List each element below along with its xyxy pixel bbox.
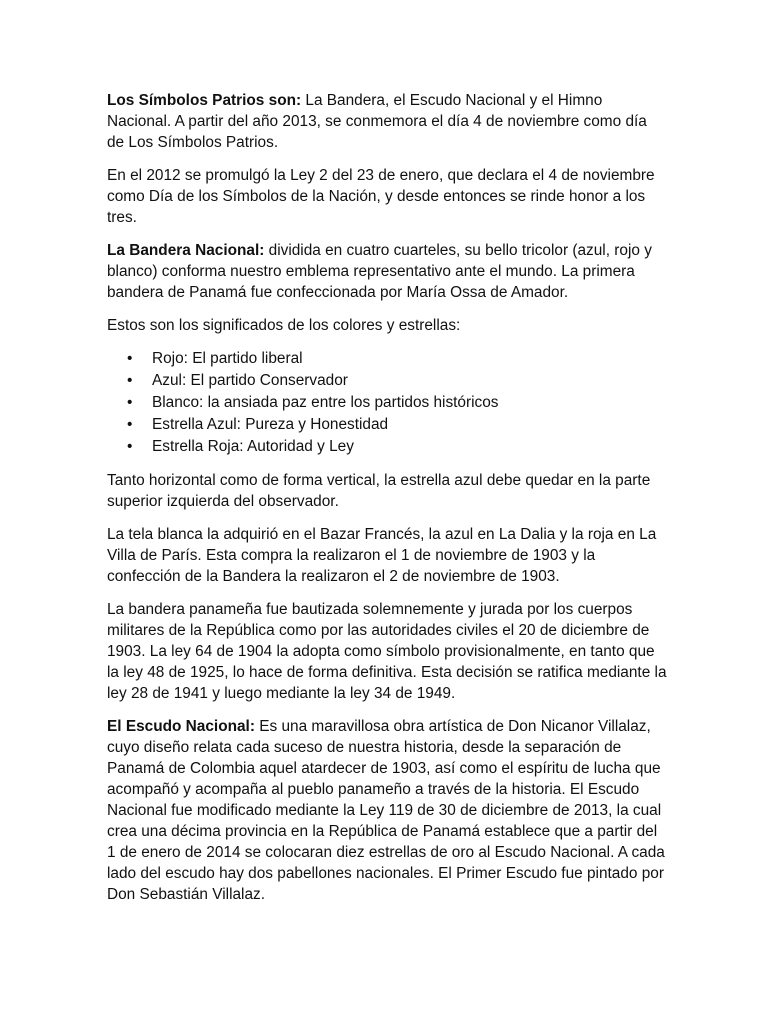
simbolos-patrios-label: Los Símbolos Patrios son: [107,92,302,109]
bullet-icon: • [127,438,133,455]
estrella-azul-text: Tanto horizontal como de forma vertical, la estrella azul debe quedar en la parte superior izquierda del observador. [107,472,651,510]
paragraph-significados-intro [107,315,667,336]
bullet-icon: • [127,372,133,389]
bullet-icon: • [127,416,133,433]
bullet-icon: • [127,350,133,367]
bandera-nacional-text: dividida en cuatro cuarteles, su bello tricolor (azul, rojo y blanco) conforma nuestro emblema representativo ante el mundo. La primera bandera de Panamá fue confeccionada por María Ossa de Amador. [107,242,652,301]
paragraph-bandera-nacional [107,240,667,303]
simbolos-patrios-text: La Bandera, el Escudo Nacional y el Himno Nacional. A partir del año 2013, se conmemora el día 4 de noviembre como día de Los Símbolos Patrios. [107,92,647,151]
list-item-text: Estrella Roja: Autoridad y Ley [152,438,354,455]
list-item-text: Azul: El partido Conservador [152,372,348,389]
document-page [107,90,667,917]
paragraph-bautizo-bandera [107,599,667,704]
bullet-icon: • [127,394,133,411]
list-item-text: Blanco: la ansiada paz entre los partidos históricos [152,394,499,411]
paragraph-simbolos-patrios [107,90,667,153]
significados-list [107,348,667,458]
escudo-nacional-label: El Escudo Nacional: [107,718,255,735]
list-item [107,436,667,458]
list-item-text: Rojo: El partido liberal [152,350,303,367]
significados-intro-text: Estos son los significados de los colores y estrellas: [107,317,461,334]
list-item [107,370,667,392]
bautizo-bandera-text: La bandera panameña fue bautizada solemnemente y jurada por los cuerpos militares de la República como por las autoridades civiles el 20 de diciembre de 1903. La ley 64 de 1904 la adopta como símbolo provisionalmente, en tanto que la ley 48 de 1925, lo hace de forma definitiva. Esta decisión se ratifica mediante la ley 28 de 1941 y luego mediante la ley 34 de 1949. [107,601,667,702]
paragraph-ley-2012 [107,165,667,228]
ley-2012-text: En el 2012 se promulgó la Ley 2 del 23 de enero, que declara el 4 de noviembre como Día de los Símbolos de la Nación, y desde entonces se rinde honor a los tres. [107,167,655,226]
paragraph-tela [107,524,667,587]
bandera-nacional-label: La Bandera Nacional: [107,242,265,259]
list-item-text: Estrella Azul: Pureza y Honestidad [152,416,389,433]
list-item [107,348,667,370]
list-item [107,392,667,414]
tela-text: La tela blanca la adquirió en el Bazar Francés, la azul en La Dalia y la roja en La Villa de París. Esta compra la realizaron el 1 de noviembre de 1903 y la confección de la Bandera la realizaron el 2 de noviembre de 1903. [107,526,657,585]
paragraph-estrella-azul [107,470,667,512]
paragraph-escudo-nacional [107,716,667,905]
escudo-nacional-text: Es una maravillosa obra artística de Don Nicanor Villalaz, cuyo diseño relata cada suceso de nuestra historia, desde la separación de Panamá de Colombia aquel atardecer de 1903, así como el espíritu de lucha que acompañó y acompaña al pueblo panameño a través de la historia. El Escudo Nacional fue modificado mediante la Ley 119 de 30 de diciembre de 2013, la cual crea una décima provincia en la República de Panamá establece que a partir del 1 de enero de 2014 se colocaran diez estrellas de oro al Escudo Nacional. A cada lado del escudo hay dos pabellones nacionales. El Primer Escudo fue pintado por Don Sebastián Villalaz. [107,718,665,903]
list-item [107,414,667,436]
